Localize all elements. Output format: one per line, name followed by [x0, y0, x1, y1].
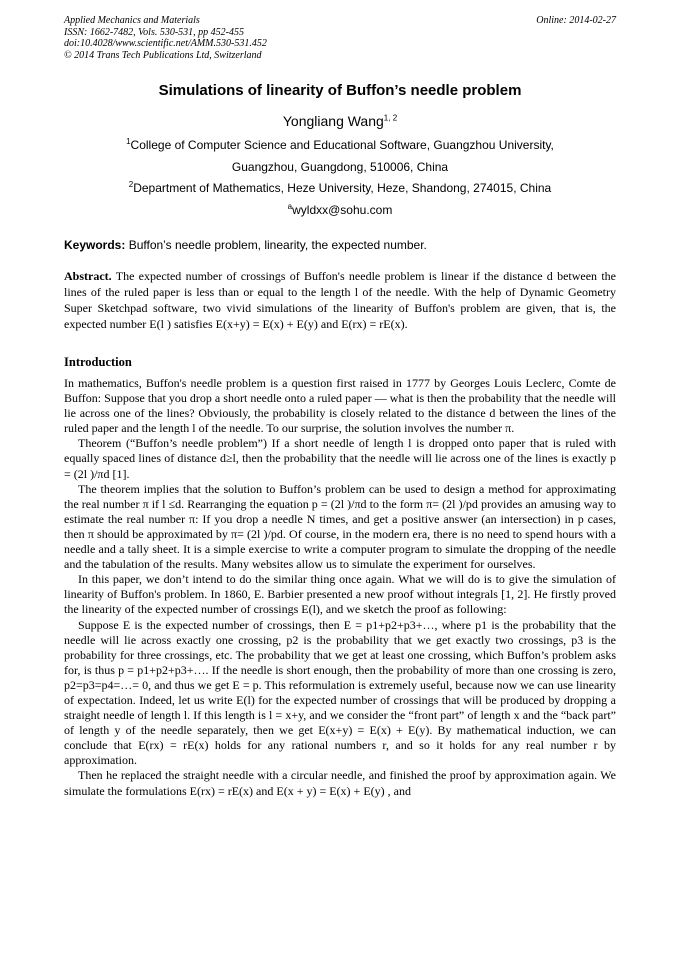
keywords-text: Buffon’s needle problem, linearity, the expected number.	[128, 238, 427, 252]
abstract-label: Abstract.	[64, 269, 112, 283]
introduction-body	[64, 376, 616, 799]
affiliation-2-text: Department of Mathematics, Heze University, Heze, Shandong, 274015, China	[133, 181, 552, 195]
paragraph-theorem: Theorem (“Buffon’s needle problem”) If a short needle of length l is dropped onto paper that is ruled with equally spaced lines of distance d≥l, then the probability that the needle will lie across one of the lines is exactly p = (2l )/πd [1].	[64, 436, 616, 481]
affiliation-1-text: College of Computer Science and Educational Software, Guangzhou University,	[130, 138, 554, 152]
journal-header	[64, 15, 616, 61]
online-date: Online: 2014-02-27	[536, 15, 616, 26]
keywords	[64, 238, 616, 252]
paragraph-1: In mathematics, Buffon's needle problem is a question first raised in 1777 by Georges Louis Leclerc, Comte de Buffon: Suppose that you drop a short needle onto a ruled paper — what is then the probability that the needle will lie across one of the lines? Obviously, the probability is closely related to the distance d between the lines of the ruled paper and the length l of the needle. To our surprise, the solution involves the number π.	[64, 376, 616, 436]
email-mark: a	[287, 202, 293, 211]
affiliation-1-cont-text: Guangzhou, Guangdong, 510006, China	[231, 160, 449, 174]
author-name: Yongliang Wang	[282, 113, 384, 129]
author-line	[64, 113, 616, 129]
author-email	[64, 203, 616, 217]
abstract	[64, 268, 616, 332]
section-heading-introduction: Introduction	[64, 355, 132, 369]
affiliation-1	[64, 138, 616, 152]
affiliation-1-cont	[64, 160, 616, 174]
paragraph-5: Suppose E is the expected number of crossings, then E = p1+p2+p3+…, where p1 is the probability that the needle will lie across exactly one crossing, p2 is the probability that we get exactly two crossings, p3 is the probability for three crossings, etc. The probability that we get at least one crossing, which Buffon’s problem asks for, is thus p = p1+p2+p3+…. If the needle is short enough, then the probability of more than one crossing is zero, p2=p3=p4=…= 0, and thus we get E = p. This reformulation is extremely useful, because now we can use linearity of expectation. Indeed, let us write E(l) for the expected number of crossings that will be produced by dropping a straight needle of length l. If this length is l = x+y, and we consider the “front part” of length x and the “back part” of length y of the needle separately, then we get E(x+y) = E(x) + E(y). By mathematical induction, we can conclude that E(rx) = rE(x) holds for any rational numbers r, and so it holds for any real number r by approximation.	[64, 617, 616, 768]
abstract-text: The expected number of crossings of Buffon's needle problem is linear if the distance d between the lines of the ruled paper is less than or equal to the length l of the needle. With the help of Dynamic Geometry Super Sketchpad software, two vivid simulations of the linearity of Buffon's problem are given, that is, the expected number E(l ) satisfies E(x+y) = E(x) + E(y) and E(rx) = rE(x).	[64, 269, 616, 331]
paragraph-4: In this paper, we don’t intend to do the similar thing once again. What we will do is to give the simulation of linearity of Buffon's problem. In 1860, E. Barbier presented a new proof without integrals [1, 2]. He firstly proved the linearity of the expected number of crossings E(l), and we sketch the proof as following:	[64, 572, 616, 617]
affiliation-2	[64, 181, 616, 195]
paragraph-3: The theorem implies that the solution to Buffon’s problem can be used to design a method for approximating the real number π if l ≤d. Rearranging the equation p = (2l )/πd to the form π= (2l )/pd provides an amusing way to estimate the real number π: If you drop a needle N times, and get a positive answer (an intersection) in p cases, then π should be approximated by π= (2l )/pd. Of course, in the modern era, there is no need to spend hours with a needle and a tally sheet. It is a simple exercise to write a computer program to simulate the dropping of the needle and the tabulation of the results. Many websites allow us to simulate the experiment for ourselves.	[64, 481, 616, 572]
author-affiliation-marks: 1, 2	[383, 113, 398, 123]
paragraph-6: Then he replaced the straight needle with a circular needle, and finished the proof by approximation again. We simulate the formulations E(rx) = rE(x) and E(x + y) = E(x) + E(y) , and	[64, 768, 616, 798]
affiliation-2-mark: 2	[128, 180, 134, 189]
keywords-label: Keywords:	[64, 238, 126, 252]
copyright-line: © 2014 Trans Tech Publications Ltd, Switzerland	[64, 49, 262, 61]
paper-title: Simulations of linearity of Buffon’s needle problem	[158, 82, 522, 99]
doi-line: doi:10.4028/www.scientific.net/AMM.530-531.452	[64, 38, 267, 49]
affiliation-1-mark: 1	[126, 137, 131, 146]
issn-line: ISSN: 1662-7482, Vols. 530-531, pp 452-455	[64, 26, 244, 38]
journal-name: Applied Mechanics and Materials	[64, 15, 200, 26]
email-text: wyldxx@sohu.com	[292, 203, 393, 217]
